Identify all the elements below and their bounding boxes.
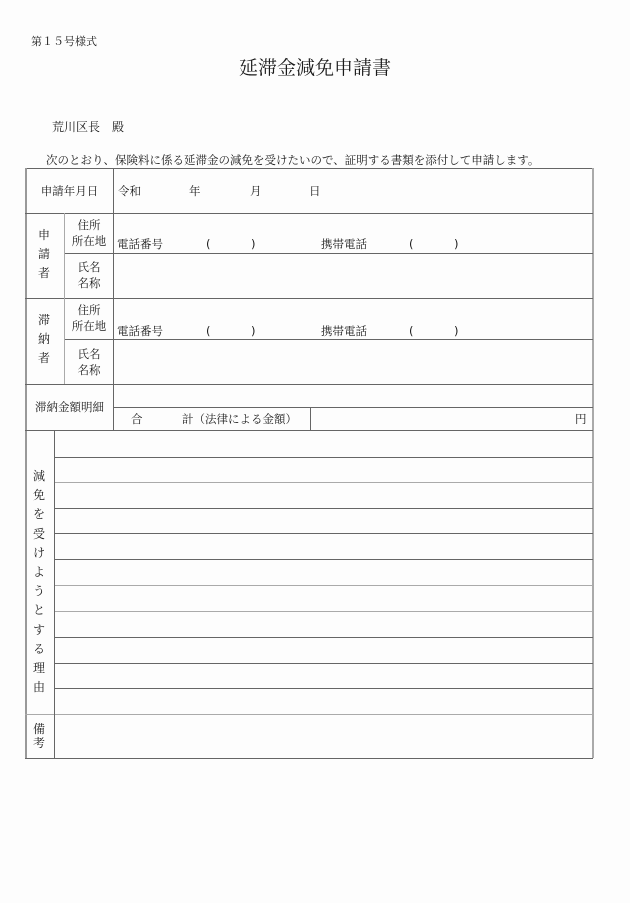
remarks-label: 備考 — [32, 722, 45, 750]
applicant-address-label-2: 所在地 — [71, 234, 107, 248]
applicant-phone-open: ( — [206, 237, 211, 251]
delinquent-address-label-1: 住所 — [77, 303, 101, 317]
reason-line-input[interactable] — [55, 638, 592, 662]
applicant-phone-input[interactable] — [214, 234, 248, 252]
applicant-mobile-open: ( — [409, 237, 414, 251]
applicant-address-label-1: 住所 — [77, 218, 101, 232]
year-input[interactable] — [145, 176, 187, 206]
total-label-a: 合 — [131, 412, 143, 426]
reason-line-input[interactable] — [55, 458, 592, 482]
reason-line-input[interactable] — [55, 560, 592, 584]
reason-line-input[interactable] — [55, 483, 592, 507]
form-number: 第１５号様式 — [31, 35, 97, 48]
applicant-address-input[interactable] — [114, 214, 592, 234]
amount-details-label: 滞納金額明細 — [35, 400, 104, 414]
era-label: 令和 — [118, 184, 141, 198]
delinquent-group-label: 滞納者 — [37, 313, 50, 366]
applicant-name-input[interactable] — [114, 254, 592, 297]
application-date-label: 申請年月日 — [40, 184, 99, 198]
addressee: 荒川区長 殿 — [52, 120, 125, 134]
delinquent-phone-input[interactable] — [214, 320, 248, 338]
reason-line-input[interactable] — [55, 586, 592, 610]
applicant-mobile-input[interactable] — [417, 234, 453, 252]
delinquent-mobile-label: 携帯電話 — [321, 324, 367, 338]
reason-line-input[interactable] — [55, 431, 592, 456]
reason-label: 減免を受けようとする理由 — [32, 469, 45, 695]
applicant-phone-label: 電話番号 — [117, 237, 163, 251]
applicant-mobile-close: ) — [454, 237, 459, 251]
table-border-top — [25, 168, 593, 169]
delinquent-mobile-input[interactable] — [417, 320, 453, 338]
remarks-input[interactable] — [55, 715, 592, 757]
applicant-phone-close: ) — [251, 237, 256, 251]
table-border-left — [25, 168, 27, 758]
delinquent-name-label-1: 氏名 — [77, 347, 101, 361]
delinquent-mobile-close: ) — [454, 324, 459, 338]
reason-line-input[interactable] — [55, 689, 592, 713]
delinquent-name-input[interactable] — [114, 340, 592, 383]
month-unit: 月 — [250, 184, 262, 198]
total-label-b: 計（法律による金額） — [182, 412, 297, 426]
title-text: 延滞金減免申請書 — [238, 57, 391, 79]
delinquent-phone-close: ) — [251, 324, 256, 338]
applicant-name-label-2: 名称 — [77, 276, 101, 290]
delinquent-address-input[interactable] — [114, 299, 592, 319]
reason-line-input[interactable] — [55, 534, 592, 558]
reason-line-input[interactable] — [55, 509, 592, 532]
reason-line-input[interactable] — [55, 612, 592, 636]
year-unit: 年 — [189, 184, 201, 198]
delinquent-address-label-2: 所在地 — [71, 319, 107, 333]
applicant-mobile-label: 携帯電話 — [321, 237, 367, 251]
month-input[interactable] — [205, 176, 247, 206]
amount-details-input[interactable] — [114, 385, 592, 406]
table-border-right — [592, 168, 594, 758]
day-unit: 日 — [309, 184, 321, 198]
table-border-bottom — [25, 758, 593, 759]
reason-line-input[interactable] — [55, 664, 592, 687]
intro-statement: 次のとおり、保険料に係る延滞金の減免を受けたいので、証明する書類を添付して申請します。 — [46, 153, 540, 167]
delinquent-name-label-2: 名称 — [77, 363, 101, 377]
applicant-name-label-1: 氏名 — [77, 260, 101, 274]
total-amount-input[interactable] — [311, 408, 573, 429]
day-input[interactable] — [265, 176, 307, 206]
page-title — [0, 53, 630, 80]
delinquent-mobile-open: ( — [409, 324, 414, 338]
applicant-group-label: 申請者 — [37, 228, 50, 281]
delinquent-phone-open: ( — [206, 324, 211, 338]
currency-unit: 円 — [575, 412, 587, 426]
delinquent-phone-label: 電話番号 — [117, 324, 163, 338]
